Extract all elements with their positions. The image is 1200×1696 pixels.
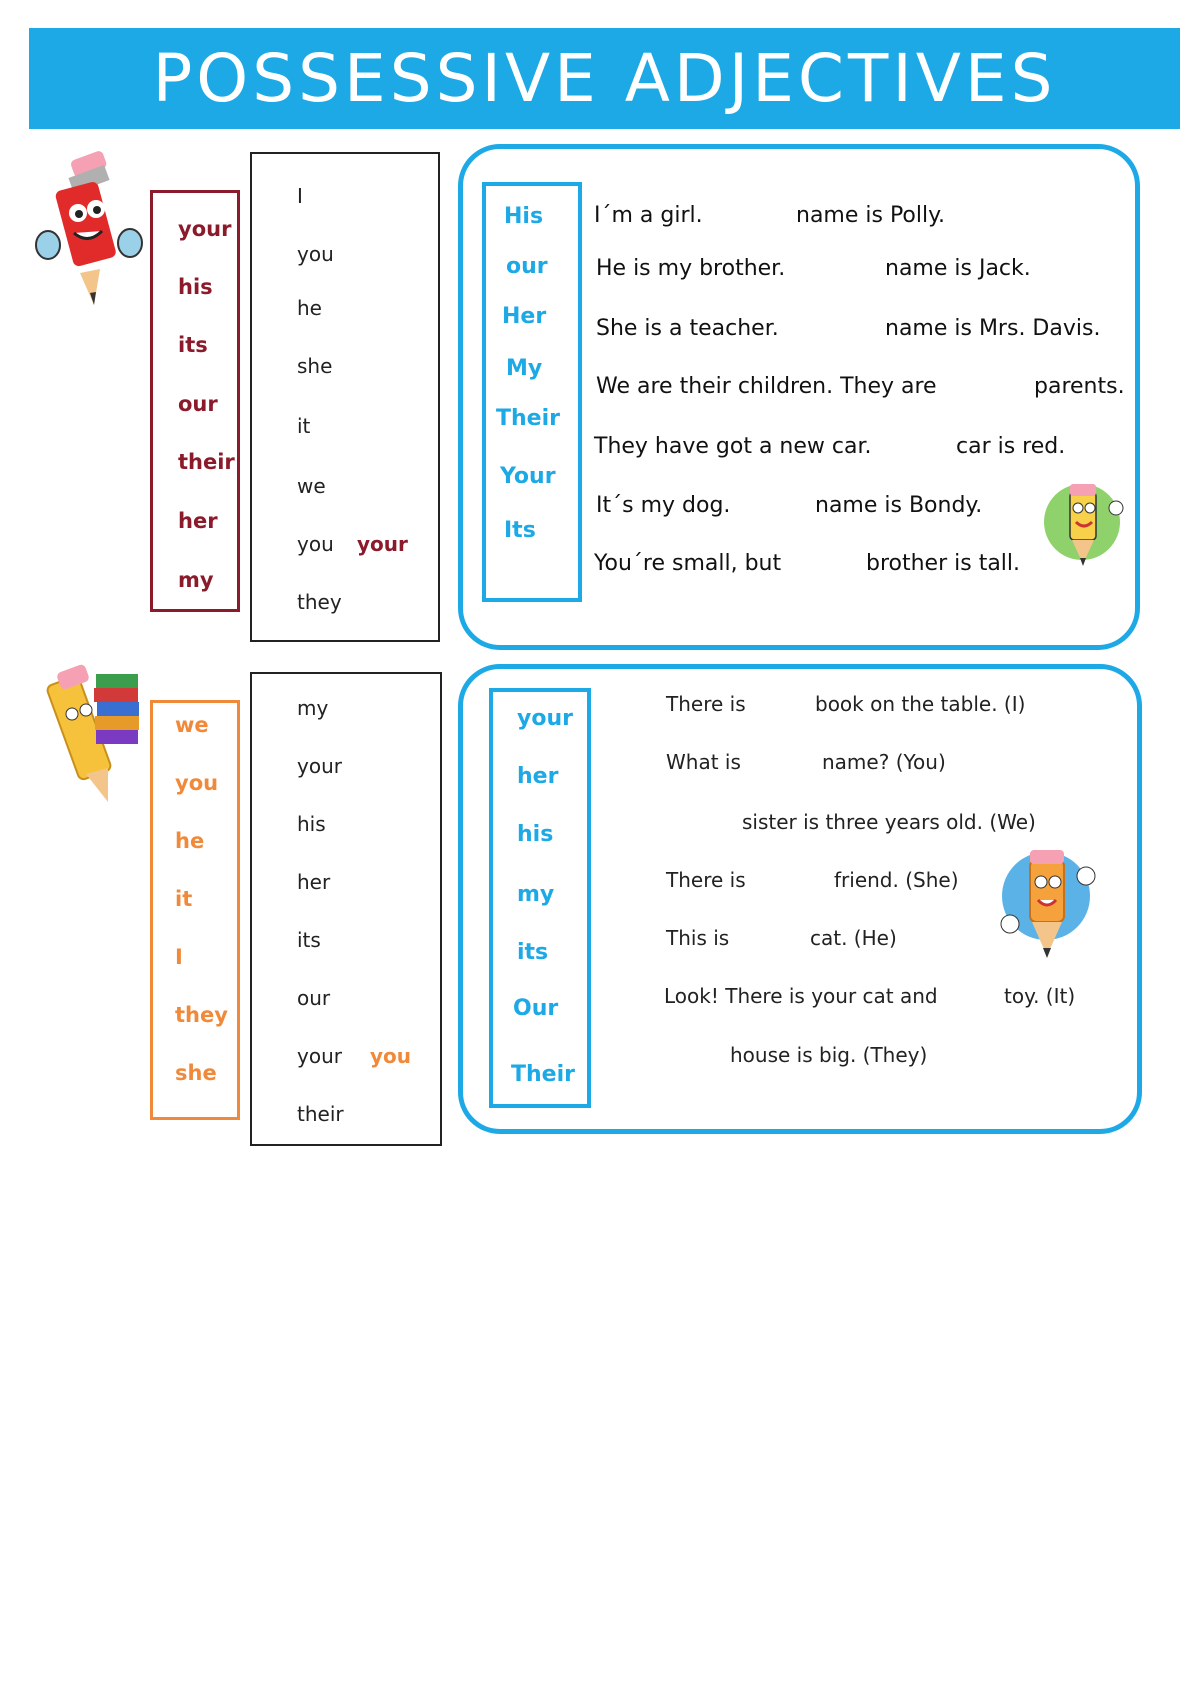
pronoun-word: I bbox=[297, 184, 303, 208]
sentence-part: name is Bondy. bbox=[815, 493, 983, 518]
sentence-part: She is a teacher. bbox=[596, 316, 779, 341]
page-title: POSSESSIVE ADJECTIVES bbox=[152, 40, 1057, 117]
answer-word: your bbox=[517, 706, 573, 731]
answer-word: His bbox=[504, 204, 544, 229]
sentence-part: book on the table. (I) bbox=[815, 692, 1026, 716]
pronoun-word: I bbox=[175, 945, 183, 969]
sentence-part: toy. (It) bbox=[1004, 984, 1076, 1008]
pronoun-word: it bbox=[175, 887, 193, 911]
sentence-part: friend. (She) bbox=[834, 868, 959, 892]
adjective-word: my bbox=[297, 696, 329, 720]
adjective-word: their bbox=[178, 450, 235, 474]
sentence-part: There is bbox=[666, 868, 746, 892]
pencil-thumbs-up-icon bbox=[34, 145, 144, 315]
answer-word: our bbox=[506, 254, 548, 279]
adjective-word: my bbox=[178, 568, 214, 592]
sentence-part: You´re small, but bbox=[594, 551, 782, 576]
adjective-word: our bbox=[178, 392, 218, 416]
adjective-word: its bbox=[178, 333, 208, 357]
sentence-part: Look! There is your cat and bbox=[664, 984, 938, 1008]
title-banner bbox=[29, 28, 1180, 129]
sentence-part: name is Polly. bbox=[796, 203, 945, 228]
pronoun-word: you bbox=[175, 771, 219, 795]
answer-word: Their bbox=[496, 406, 560, 431]
adjective-word: his bbox=[297, 812, 326, 836]
pronoun-word: she bbox=[175, 1061, 217, 1085]
sentence-part: What is bbox=[666, 750, 741, 774]
answer-word: Its bbox=[504, 518, 536, 543]
pronoun-word: we bbox=[175, 713, 209, 737]
adjective-word: your bbox=[178, 217, 232, 241]
sentence-part: brother is tall. bbox=[866, 551, 1021, 576]
sentence-part: name? (You) bbox=[822, 750, 946, 774]
example-answer: your bbox=[357, 532, 408, 556]
answer-word: Our bbox=[513, 996, 559, 1021]
adjective-word: your bbox=[297, 1044, 342, 1068]
adjective-column bbox=[150, 190, 240, 612]
pencil-green-ball-icon bbox=[1036, 478, 1132, 570]
pronoun-column bbox=[250, 152, 440, 642]
answer-word: its bbox=[517, 940, 549, 965]
answer-word: Their bbox=[511, 1062, 575, 1087]
adjective-word: its bbox=[297, 928, 321, 952]
answer-word: Her bbox=[502, 304, 547, 329]
answer-word: My bbox=[506, 356, 543, 381]
answer-word-column-2 bbox=[489, 688, 591, 1108]
answer-word: Your bbox=[500, 464, 556, 489]
example-answer: you bbox=[370, 1044, 412, 1068]
pronoun-word: it bbox=[297, 414, 311, 438]
pronoun-column-orange bbox=[150, 700, 240, 1120]
sentence-part: sister is three years old. (We) bbox=[742, 810, 1036, 834]
pronoun-word: he bbox=[297, 296, 322, 320]
sentence-part: There is bbox=[666, 692, 746, 716]
adjective-word: our bbox=[297, 986, 331, 1010]
adjective-word: her bbox=[178, 509, 218, 533]
pronoun-word: she bbox=[297, 354, 333, 378]
sentence-part: cat. (He) bbox=[810, 926, 897, 950]
pencil-blue-circle-icon bbox=[996, 846, 1102, 964]
sentence-part: This is bbox=[666, 926, 730, 950]
adjective-word: their bbox=[297, 1102, 344, 1126]
sentence-part: house is big. (They) bbox=[730, 1043, 928, 1067]
pencil-books-icon bbox=[42, 658, 142, 808]
pronoun-word: he bbox=[175, 829, 205, 853]
sentence-part: parents. bbox=[1034, 374, 1125, 399]
sentence-part: car is red. bbox=[956, 434, 1066, 459]
sentence-part: I´m a girl. bbox=[594, 203, 703, 228]
sentence-part: He is my brother. bbox=[596, 256, 786, 281]
sentence-part: name is Jack. bbox=[885, 256, 1031, 281]
adjective-word: your bbox=[297, 754, 342, 778]
sentence-part: name is Mrs. Davis. bbox=[885, 316, 1101, 341]
answer-word: my bbox=[517, 882, 555, 907]
pronoun-word: you bbox=[297, 242, 334, 266]
sentence-part: We are their children. They are bbox=[596, 374, 937, 399]
pronoun-word: they bbox=[175, 1003, 228, 1027]
pronoun-word: we bbox=[297, 474, 326, 498]
answer-word: his bbox=[517, 822, 554, 847]
answer-word: her bbox=[517, 764, 559, 789]
adjective-word: her bbox=[297, 870, 331, 894]
sentence-part: They have got a new car. bbox=[594, 434, 872, 459]
adjective-column-2 bbox=[250, 672, 442, 1146]
pronoun-word: they bbox=[297, 590, 342, 614]
sentence-part: It´s my dog. bbox=[596, 493, 731, 518]
adjective-word: his bbox=[178, 275, 213, 299]
answer-word-column bbox=[482, 182, 582, 602]
pronoun-word: you bbox=[297, 532, 334, 556]
